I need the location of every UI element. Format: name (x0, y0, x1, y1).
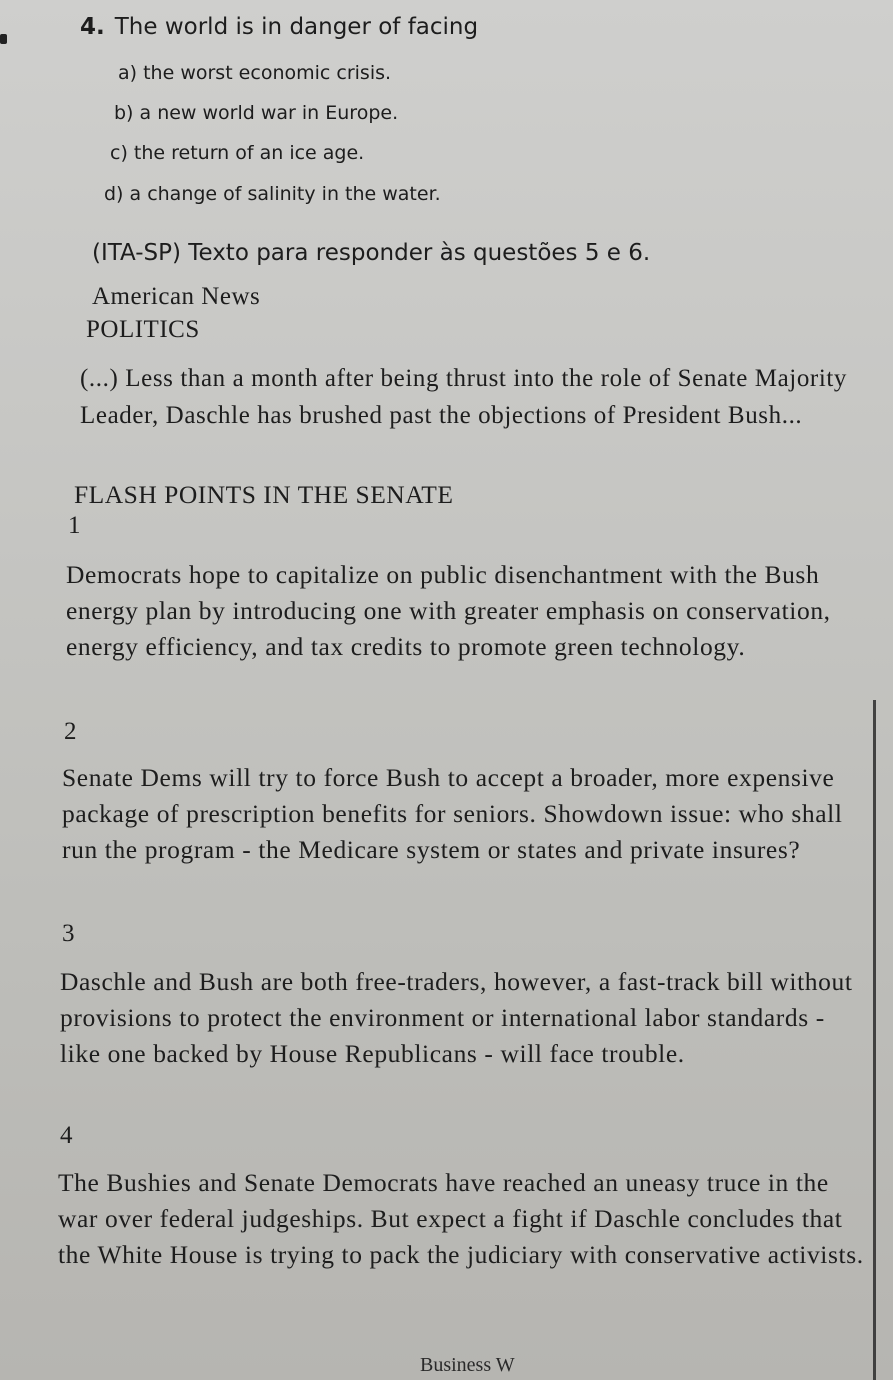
point-text: The Bushies and Senate Democrats have reached an uneasy truce in the war over federal judgeships. But expect a fight if Daschle concludes that the White House is trying to pack the judiciary with conservative activists. (58, 1168, 864, 1269)
article-intro: (...) Less than a month after being thrust into the role of Senate Majority Leader, Daschle has brushed past the objections of President Bush... (80, 365, 848, 429)
article-section: POLITICS (86, 316, 200, 343)
article-heading: FLASH POINTS IN THE SENATE (74, 480, 454, 509)
point-number: 1 (68, 512, 81, 539)
page-edge (873, 700, 876, 1380)
point-text: Senate Dems will try to force Bush to accept a broader, more expensive package of prescription benefits for seniors. Showdown issue: who shall run the program - the Medicare system or states and private insures? (62, 763, 843, 864)
point-number: 2 (64, 718, 77, 745)
article-source: American News (92, 283, 261, 310)
point-text: Democrats hope to capitalize on public disenchantment with the Bush energy plan by introducing one with greater emphasis on conservation, energy efficiency, and tax credits to promote green technology. (66, 560, 831, 661)
point-number: 3 (62, 920, 75, 947)
point-number: 4 (60, 1122, 73, 1149)
margin-mark (0, 34, 7, 44)
article-credit: Business W (420, 1354, 515, 1376)
question-number: 4. (80, 14, 105, 40)
question-stem (80, 14, 478, 40)
option-b: b) a new world war in Europe. (114, 102, 399, 124)
point-text: Daschle and Bush are both free-traders, however, a fast-track bill without provisions to protect the environment or international labor standards - like one backed by House Republicans - will face trouble. (60, 967, 853, 1068)
option-d: d) a change of salinity in the water. (104, 183, 441, 205)
question-text: The world is in danger of facing (114, 14, 479, 40)
instruction-text: (ITA-SP) Texto para responder às questões 5 e 6. (92, 240, 651, 266)
option-c: c) the return of an ice age. (110, 142, 365, 164)
option-a: a) the worst economic crisis. (118, 62, 392, 84)
